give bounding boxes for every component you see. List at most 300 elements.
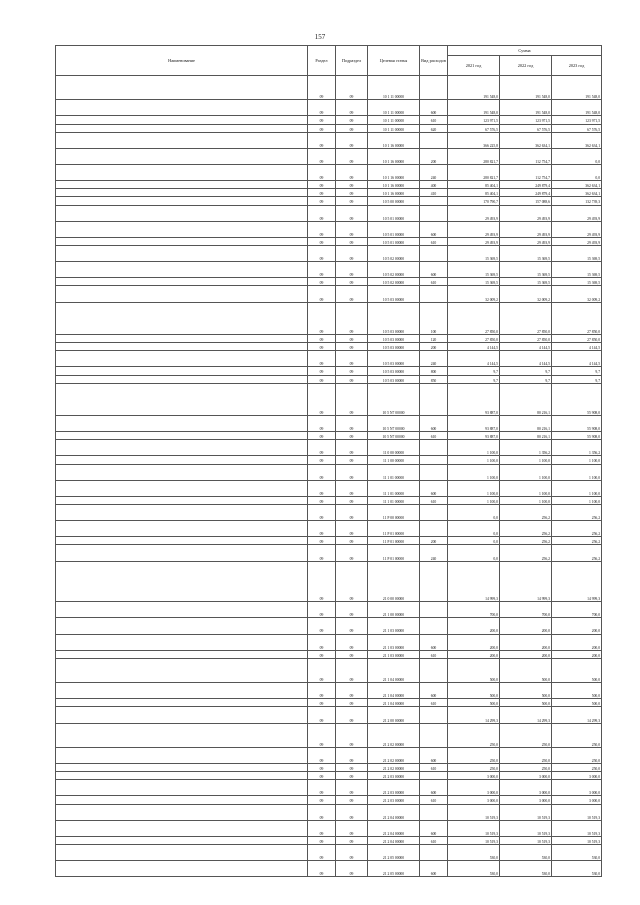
row-name-cell	[56, 650, 308, 658]
row-subsection-cell: 09	[336, 780, 368, 796]
table-row	[56, 480, 602, 496]
row-expense-type-cell: 600	[420, 820, 448, 836]
row-sum-2022-cell: 112 754,7	[500, 165, 552, 181]
table-row	[56, 165, 602, 181]
row-name-cell	[56, 804, 308, 820]
row-sum-2023-cell: 200,0	[552, 650, 602, 658]
row-expense-type-cell	[420, 76, 448, 100]
row-sum-2021-cell: 93 887,0	[448, 432, 500, 440]
row-expense-type-cell: 120	[420, 335, 448, 343]
row-name-cell	[56, 351, 308, 367]
row-expense-type-cell: 610	[420, 432, 448, 440]
row-sum-2021-cell: 250,0	[448, 723, 500, 747]
row-expense-type-cell: 600	[420, 415, 448, 431]
row-target-cell: 10 5 03 00000	[368, 367, 420, 375]
row-target-cell: 10 1 16 00000	[368, 189, 420, 197]
row-name-cell	[56, 480, 308, 496]
row-sum-2021-cell: 15 369,5	[448, 278, 500, 286]
row-target-cell: 10 5 01 00000	[368, 237, 420, 245]
header-subsection: Подраздел	[336, 46, 368, 76]
row-sum-2021-cell: 10 519,3	[448, 836, 500, 844]
row-sum-2022-cell: 256,2	[500, 545, 552, 561]
row-target-cell: 10 5 03 00000	[368, 343, 420, 351]
row-section-cell: 09	[308, 707, 336, 723]
table-row	[56, 432, 602, 440]
row-sum-2022-cell: 500,0	[500, 658, 552, 682]
row-name-cell	[56, 197, 308, 205]
row-expense-type-cell: 600	[420, 780, 448, 796]
row-expense-type-cell	[420, 383, 448, 415]
row-target-cell: 11 1 01 00000	[368, 464, 420, 480]
row-expense-type-cell	[420, 845, 448, 861]
row-section-cell: 09	[308, 343, 336, 351]
row-expense-type-cell: 200	[420, 148, 448, 164]
row-name-cell	[56, 415, 308, 431]
row-expense-type-cell	[420, 723, 448, 747]
row-subsection-cell: 09	[336, 618, 368, 634]
row-sum-2023-cell: 0,0	[552, 165, 602, 181]
row-name-cell	[56, 148, 308, 164]
table-row	[56, 415, 602, 431]
row-section-cell: 09	[308, 496, 336, 504]
row-sum-2022-cell: 3 000,0	[500, 772, 552, 780]
row-sum-2023-cell: 4 144,5	[552, 343, 602, 351]
row-sum-2023-cell: 530,0	[552, 861, 602, 877]
row-sum-2022-cell: 4 144,5	[500, 351, 552, 367]
row-expense-type-cell: 620	[420, 124, 448, 132]
table-row	[56, 820, 602, 836]
row-sum-2022-cell: 4 144,5	[500, 343, 552, 351]
row-target-cell: 10 5 02 00000	[368, 245, 420, 261]
row-sum-2021-cell: 32 009,2	[448, 286, 500, 302]
row-name-cell	[56, 237, 308, 245]
row-target-cell: 10 5 01 00000	[368, 221, 420, 237]
row-sum-2021-cell: 15 369,5	[448, 245, 500, 261]
row-sum-2022-cell: 15 369,5	[500, 245, 552, 261]
row-subsection-cell: 09	[336, 658, 368, 682]
row-name-cell	[56, 545, 308, 561]
row-expense-type-cell	[420, 561, 448, 602]
row-target-cell: 11 P 01 00000	[368, 521, 420, 537]
row-target-cell: 10 5 N7 00000	[368, 415, 420, 431]
row-sum-2022-cell: 27 850,0	[500, 335, 552, 343]
table-row	[56, 658, 602, 682]
row-name-cell	[56, 343, 308, 351]
row-subsection-cell: 09	[336, 343, 368, 351]
row-target-cell: 10 1 11 00000	[368, 116, 420, 124]
row-subsection-cell: 09	[336, 861, 368, 877]
row-sum-2021-cell: 14 999,3	[448, 561, 500, 602]
row-target-cell: 10 5 03 00000	[368, 335, 420, 343]
row-sum-2023-cell: 15 369,5	[552, 262, 602, 278]
row-sum-2021-cell: 500,0	[448, 699, 500, 707]
row-target-cell: 10 1 16 00000	[368, 165, 420, 181]
row-target-cell: 11 P 00 00000	[368, 505, 420, 521]
row-subsection-cell: 09	[336, 804, 368, 820]
row-subsection-cell: 09	[336, 165, 368, 181]
row-sum-2021-cell: 1 100,0	[448, 456, 500, 464]
row-sum-2022-cell: 250,0	[500, 747, 552, 763]
table-row	[56, 747, 602, 763]
row-subsection-cell: 09	[336, 650, 368, 658]
row-target-cell: 10 5 03 00000	[368, 375, 420, 383]
row-subsection-cell: 09	[336, 561, 368, 602]
row-section-cell: 09	[308, 278, 336, 286]
row-subsection-cell: 09	[336, 262, 368, 278]
header-sum: Сумма	[448, 46, 602, 56]
row-expense-type-cell: 240	[420, 351, 448, 367]
page-number: 157	[314, 33, 326, 41]
row-subsection-cell: 09	[336, 432, 368, 440]
row-sum-2023-cell: 3 000,0	[552, 772, 602, 780]
row-name-cell	[56, 618, 308, 634]
row-sum-2023-cell: 191 548,0	[552, 100, 602, 116]
row-subsection-cell: 09	[336, 820, 368, 836]
row-sum-2023-cell: 191 548,0	[552, 76, 602, 100]
row-sum-2021-cell: 280 821,7	[448, 148, 500, 164]
row-sum-2021-cell: 0,0	[448, 521, 500, 537]
row-sum-2021-cell: 29 493,9	[448, 237, 500, 245]
row-sum-2021-cell: 15 369,5	[448, 262, 500, 278]
row-subsection-cell: 09	[336, 286, 368, 302]
row-target-cell: 21 2 04 00000	[368, 836, 420, 844]
row-sum-2021-cell: 191 548,0	[448, 76, 500, 100]
row-sum-2022-cell: 250,0	[500, 764, 552, 772]
row-sum-2023-cell: 256,2	[552, 537, 602, 545]
row-sum-2023-cell: 530,0	[552, 845, 602, 861]
row-sum-2022-cell: 29 493,9	[500, 205, 552, 221]
row-section-cell: 09	[308, 237, 336, 245]
row-expense-type-cell: 410	[420, 189, 448, 197]
row-target-cell: 21 2 03 00000	[368, 780, 420, 796]
row-section-cell: 09	[308, 561, 336, 602]
row-section-cell: 09	[308, 375, 336, 383]
row-sum-2022-cell: 256,2	[500, 537, 552, 545]
row-target-cell: 21 2 02 00000	[368, 764, 420, 772]
table-row	[56, 683, 602, 699]
row-subsection-cell: 09	[336, 100, 368, 116]
row-expense-type-cell	[420, 245, 448, 261]
row-sum-2021-cell: 27 850,0	[448, 335, 500, 343]
row-expense-type-cell: 600	[420, 683, 448, 699]
row-name-cell	[56, 634, 308, 650]
row-section-cell: 09	[308, 804, 336, 820]
row-section-cell: 09	[308, 116, 336, 124]
row-name-cell	[56, 181, 308, 189]
row-section-cell: 09	[308, 618, 336, 634]
row-target-cell: 10 5 N7 00000	[368, 432, 420, 440]
row-name-cell	[56, 124, 308, 132]
row-sum-2023-cell: 15 369,5	[552, 278, 602, 286]
row-sum-2022-cell: 157 088,6	[500, 197, 552, 205]
row-section-cell: 09	[308, 537, 336, 545]
row-section-cell: 09	[308, 845, 336, 861]
row-sum-2022-cell: 10 519,3	[500, 804, 552, 820]
row-name-cell	[56, 820, 308, 836]
row-expense-type-cell: 600	[420, 262, 448, 278]
row-subsection-cell: 09	[336, 367, 368, 375]
row-sum-2023-cell: 27 850,0	[552, 335, 602, 343]
table-row	[56, 278, 602, 286]
table-row	[56, 861, 602, 877]
row-expense-type-cell	[420, 205, 448, 221]
row-subsection-cell: 09	[336, 836, 368, 844]
table-row	[56, 618, 602, 634]
row-subsection-cell: 09	[336, 764, 368, 772]
row-sum-2023-cell: 362 634,1	[552, 132, 602, 148]
row-sum-2021-cell: 530,0	[448, 861, 500, 877]
row-sum-2023-cell: 55 908,0	[552, 432, 602, 440]
row-expense-type-cell	[420, 658, 448, 682]
row-subsection-cell: 09	[336, 335, 368, 343]
row-sum-2022-cell: 191 548,0	[500, 100, 552, 116]
row-subsection-cell: 09	[336, 415, 368, 431]
row-subsection-cell: 09	[336, 278, 368, 286]
row-subsection-cell: 09	[336, 464, 368, 480]
row-expense-type-cell: 240	[420, 545, 448, 561]
row-subsection-cell: 09	[336, 521, 368, 537]
row-sum-2021-cell: 27 850,0	[448, 302, 500, 334]
row-target-cell: 11 1 01 00000	[368, 480, 420, 496]
table-row	[56, 375, 602, 383]
row-target-cell: 21 2 02 00000	[368, 747, 420, 763]
row-expense-type-cell	[420, 521, 448, 537]
header-expense-type: Вид расходов	[420, 46, 448, 76]
row-target-cell: 10 5 02 00000	[368, 278, 420, 286]
header-year-2021: 2021 год	[448, 56, 500, 76]
row-sum-2021-cell: 9,7	[448, 367, 500, 375]
row-subsection-cell: 09	[336, 237, 368, 245]
row-sum-2023-cell: 14 299,3	[552, 707, 602, 723]
table-row	[56, 537, 602, 545]
row-section-cell: 09	[308, 723, 336, 747]
table-row	[56, 197, 602, 205]
row-name-cell	[56, 723, 308, 747]
row-expense-type-cell: 100	[420, 302, 448, 334]
row-sum-2022-cell: 1 100,0	[500, 456, 552, 464]
row-expense-type-cell: 600	[420, 480, 448, 496]
row-sum-2023-cell: 200,0	[552, 634, 602, 650]
row-name-cell	[56, 367, 308, 375]
row-section-cell: 09	[308, 76, 336, 100]
row-section-cell: 09	[308, 383, 336, 415]
row-sum-2023-cell: 3 000,0	[552, 796, 602, 804]
row-sum-2023-cell: 1 100,0	[552, 464, 602, 480]
row-target-cell: 10 1 11 00000	[368, 76, 420, 100]
row-expense-type-cell: 600	[420, 861, 448, 877]
table-row	[56, 116, 602, 124]
row-sum-2021-cell: 85 404,1	[448, 189, 500, 197]
row-target-cell: 21 2 03 00000	[368, 772, 420, 780]
row-name-cell	[56, 845, 308, 861]
row-subsection-cell: 09	[336, 505, 368, 521]
row-name-cell	[56, 221, 308, 237]
row-sum-2023-cell: 14 999,3	[552, 561, 602, 602]
row-subsection-cell: 09	[336, 683, 368, 699]
row-subsection-cell: 09	[336, 245, 368, 261]
row-section-cell: 09	[308, 796, 336, 804]
row-sum-2022-cell: 191 548,0	[500, 76, 552, 100]
row-sum-2023-cell: 15 369,5	[552, 245, 602, 261]
row-sum-2022-cell: 530,0	[500, 861, 552, 877]
row-target-cell: 21 2 02 00000	[368, 723, 420, 747]
table-row	[56, 76, 602, 100]
row-section-cell: 09	[308, 545, 336, 561]
row-sum-2021-cell: 250,0	[448, 747, 500, 763]
row-sum-2021-cell: 200,0	[448, 634, 500, 650]
row-expense-type-cell: 610	[420, 699, 448, 707]
row-section-cell: 09	[308, 699, 336, 707]
row-name-cell	[56, 335, 308, 343]
row-sum-2023-cell: 10 519,3	[552, 820, 602, 836]
row-sum-2021-cell: 191 548,0	[448, 100, 500, 116]
row-section-cell: 09	[308, 165, 336, 181]
row-sum-2022-cell: 700,0	[500, 602, 552, 618]
row-sum-2023-cell: 1 100,0	[552, 496, 602, 504]
table-row	[56, 699, 602, 707]
row-sum-2023-cell: 29 493,9	[552, 237, 602, 245]
table-row	[56, 148, 602, 164]
row-subsection-cell: 09	[336, 124, 368, 132]
row-sum-2022-cell: 80 216,1	[500, 432, 552, 440]
row-name-cell	[56, 375, 308, 383]
row-name-cell	[56, 278, 308, 286]
row-expense-type-cell: 240	[420, 165, 448, 181]
row-expense-type-cell: 600	[420, 100, 448, 116]
row-section-cell: 09	[308, 650, 336, 658]
row-sum-2023-cell: 256,2	[552, 545, 602, 561]
row-sum-2021-cell: 1 100,0	[448, 496, 500, 504]
table-row	[56, 343, 602, 351]
row-target-cell: 21 2 04 00000	[368, 804, 420, 820]
row-sum-2022-cell: 256,2	[500, 505, 552, 521]
row-expense-type-cell: 200	[420, 537, 448, 545]
row-sum-2021-cell: 93 887,0	[448, 383, 500, 415]
row-name-cell	[56, 707, 308, 723]
row-target-cell: 21 2 00 00000	[368, 707, 420, 723]
row-sum-2022-cell: 249 879,4	[500, 181, 552, 189]
row-section-cell: 09	[308, 189, 336, 197]
row-name-cell	[56, 100, 308, 116]
row-sum-2021-cell: 29 493,9	[448, 205, 500, 221]
row-name-cell	[56, 286, 308, 302]
row-expense-type-cell	[420, 707, 448, 723]
row-target-cell: 10 5 01 00000	[368, 205, 420, 221]
table-row	[56, 335, 602, 343]
row-subsection-cell: 09	[336, 76, 368, 100]
row-section-cell: 09	[308, 634, 336, 650]
row-subsection-cell: 09	[336, 845, 368, 861]
row-subsection-cell: 09	[336, 545, 368, 561]
row-subsection-cell: 09	[336, 602, 368, 618]
table-row	[56, 496, 602, 504]
row-sum-2022-cell: 200,0	[500, 634, 552, 650]
row-sum-2023-cell: 29 493,9	[552, 205, 602, 221]
row-expense-type-cell	[420, 804, 448, 820]
row-sum-2021-cell: 29 493,9	[448, 221, 500, 237]
row-name-cell	[56, 658, 308, 682]
row-expense-type-cell: 800	[420, 367, 448, 375]
row-subsection-cell: 09	[336, 197, 368, 205]
header-year-2023: 2023 год	[552, 56, 602, 76]
row-sum-2022-cell: 1 100,0	[500, 496, 552, 504]
table-row	[56, 262, 602, 278]
row-target-cell: 10 1 11 00000	[368, 100, 420, 116]
row-expense-type-cell	[420, 618, 448, 634]
row-subsection-cell: 09	[336, 699, 368, 707]
table-row	[56, 464, 602, 480]
row-name-cell	[56, 537, 308, 545]
table-row	[56, 221, 602, 237]
table-row	[56, 383, 602, 415]
row-name-cell	[56, 432, 308, 440]
row-target-cell: 21 2 05 00000	[368, 845, 420, 861]
row-expense-type-cell	[420, 456, 448, 464]
row-sum-2023-cell: 1 356,2	[552, 440, 602, 456]
row-section-cell: 09	[308, 836, 336, 844]
row-sum-2022-cell: 1 356,2	[500, 440, 552, 456]
row-sum-2021-cell: 9,7	[448, 375, 500, 383]
row-sum-2021-cell: 10 519,3	[448, 804, 500, 820]
row-sum-2022-cell: 14 299,3	[500, 707, 552, 723]
row-expense-type-cell: 600	[420, 221, 448, 237]
row-subsection-cell: 09	[336, 537, 368, 545]
row-sum-2022-cell: 200,0	[500, 650, 552, 658]
row-sum-2023-cell: 256,2	[552, 521, 602, 537]
row-expense-type-cell: 610	[420, 764, 448, 772]
row-sum-2022-cell: 29 493,9	[500, 237, 552, 245]
row-target-cell: 10 1 16 00000	[368, 181, 420, 189]
row-sum-2021-cell: 3 000,0	[448, 796, 500, 804]
row-target-cell: 21 2 04 00000	[368, 820, 420, 836]
row-expense-type-cell	[420, 505, 448, 521]
table-row	[56, 181, 602, 189]
row-sum-2021-cell: 170 790,7	[448, 197, 500, 205]
table-row	[56, 205, 602, 221]
table-row	[56, 456, 602, 464]
row-section-cell: 09	[308, 780, 336, 796]
row-sum-2022-cell: 3 000,0	[500, 780, 552, 796]
row-subsection-cell: 09	[336, 351, 368, 367]
row-target-cell: 21 1 04 00000	[368, 658, 420, 682]
table-row	[56, 634, 602, 650]
row-section-cell: 09	[308, 181, 336, 189]
row-sum-2021-cell: 3 000,0	[448, 780, 500, 796]
row-sum-2021-cell: 530,0	[448, 845, 500, 861]
row-target-cell: 11 1 01 00000	[368, 496, 420, 504]
row-name-cell	[56, 464, 308, 480]
row-name-cell	[56, 699, 308, 707]
row-target-cell: 10 5 N7 00000	[368, 383, 420, 415]
row-sum-2021-cell: 0,0	[448, 545, 500, 561]
row-section-cell: 09	[308, 820, 336, 836]
table-row	[56, 650, 602, 658]
row-sum-2021-cell: 200,0	[448, 650, 500, 658]
row-sum-2022-cell: 500,0	[500, 699, 552, 707]
row-sum-2021-cell: 67 576,5	[448, 124, 500, 132]
row-subsection-cell: 09	[336, 205, 368, 221]
header-name: Наименование	[56, 46, 308, 76]
row-section-cell: 09	[308, 351, 336, 367]
row-subsection-cell: 09	[336, 116, 368, 124]
row-sum-2021-cell: 500,0	[448, 658, 500, 682]
row-section-cell: 09	[308, 302, 336, 334]
row-target-cell: 21 1 04 00000	[368, 699, 420, 707]
header-section: Раздел	[308, 46, 336, 76]
row-sum-2023-cell: 10 519,3	[552, 804, 602, 820]
row-name-cell	[56, 602, 308, 618]
row-name-cell	[56, 772, 308, 780]
